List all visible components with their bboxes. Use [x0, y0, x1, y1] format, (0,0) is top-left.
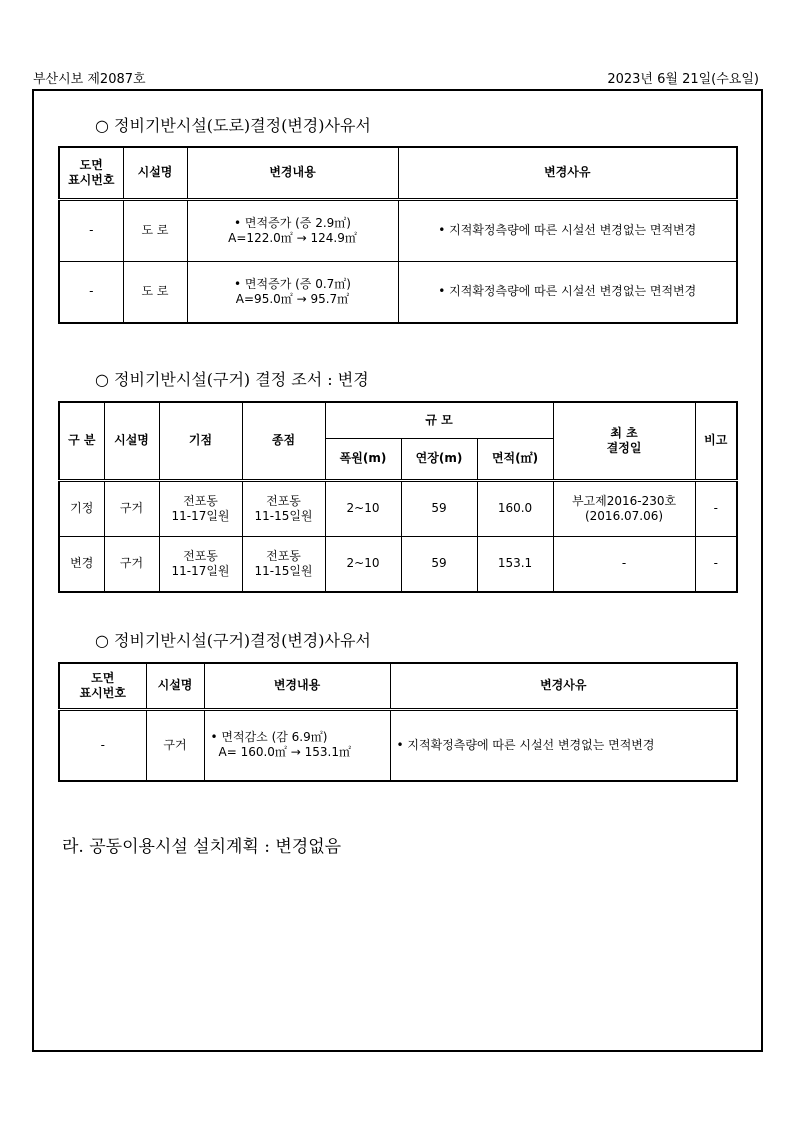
header-length: 연장(m) [401, 438, 477, 480]
header-first-decision-date: 최 초 결정일 [553, 402, 695, 480]
header-change-content: 변경내용 [204, 663, 390, 709]
gazette-issue: 부산시보 제2087호 [33, 72, 146, 87]
header-scale: 규 모 [325, 402, 553, 438]
header-drawing-code: 도면 표시번호 [59, 147, 123, 199]
ditch-decision-table [58, 401, 738, 593]
header-width: 폭원(m) [325, 438, 401, 480]
header-area: 면적(㎡) [477, 438, 553, 480]
table-row: 기정 구거 전포동 11-17일원 전포동 11-15일원 2~10 59 160.0 부고제2016-230호 (2016.07.06) - [59, 480, 737, 536]
header-division: 구 분 [59, 402, 104, 480]
section2-title: ○ 정비기반시설(구거) 결정 조서 : 변경 [95, 370, 369, 389]
table-row: - 구거 • 면적감소 (감 6.9㎡) A= 160.0㎡ → 153.1㎡ • 지적확정측량에 따른 시설선 변경없는 면적변경 [59, 709, 737, 781]
header-facility-name: 시설명 [146, 663, 204, 709]
road-reason-table [58, 146, 738, 324]
gazette-date: 2023년 6월 21일(수요일) [607, 72, 759, 87]
header-end-point: 종점 [242, 402, 325, 480]
header-change-reason: 변경사유 [398, 147, 737, 199]
header-drawing-code: 도면 표시번호 [59, 663, 146, 709]
header-note: 비고 [695, 402, 737, 480]
header-facility-name: 시설명 [123, 147, 187, 199]
table-row: - 도 로 • 면적증가 (증 2.9㎡) A=122.0㎡ → 124.9㎡ • 지적확정측량에 따른 시설선 변경없는 면적변경 [59, 199, 737, 261]
section1-title: ○ 정비기반시설(도로)결정(변경)사유서 [95, 116, 371, 135]
final-statement: 라. 공동이용시설 설치계획 : 변경없음 [62, 837, 342, 857]
section3-title: ○ 정비기반시설(구거)결정(변경)사유서 [95, 631, 371, 650]
header-change-reason: 변경사유 [390, 663, 737, 709]
ditch-reason-table [58, 662, 738, 782]
table-row: 변경 구거 전포동 11-17일원 전포동 11-15일원 2~10 59 153.1 - - [59, 536, 737, 592]
header-change-content: 변경내용 [187, 147, 398, 199]
table-row: - 도 로 • 면적증가 (증 0.7㎡) A=95.0㎡ → 95.7㎡ • 지적확정측량에 따른 시설선 변경없는 면적변경 [59, 261, 737, 323]
header-facility-name: 시설명 [104, 402, 159, 480]
header-start-point: 기점 [159, 402, 242, 480]
